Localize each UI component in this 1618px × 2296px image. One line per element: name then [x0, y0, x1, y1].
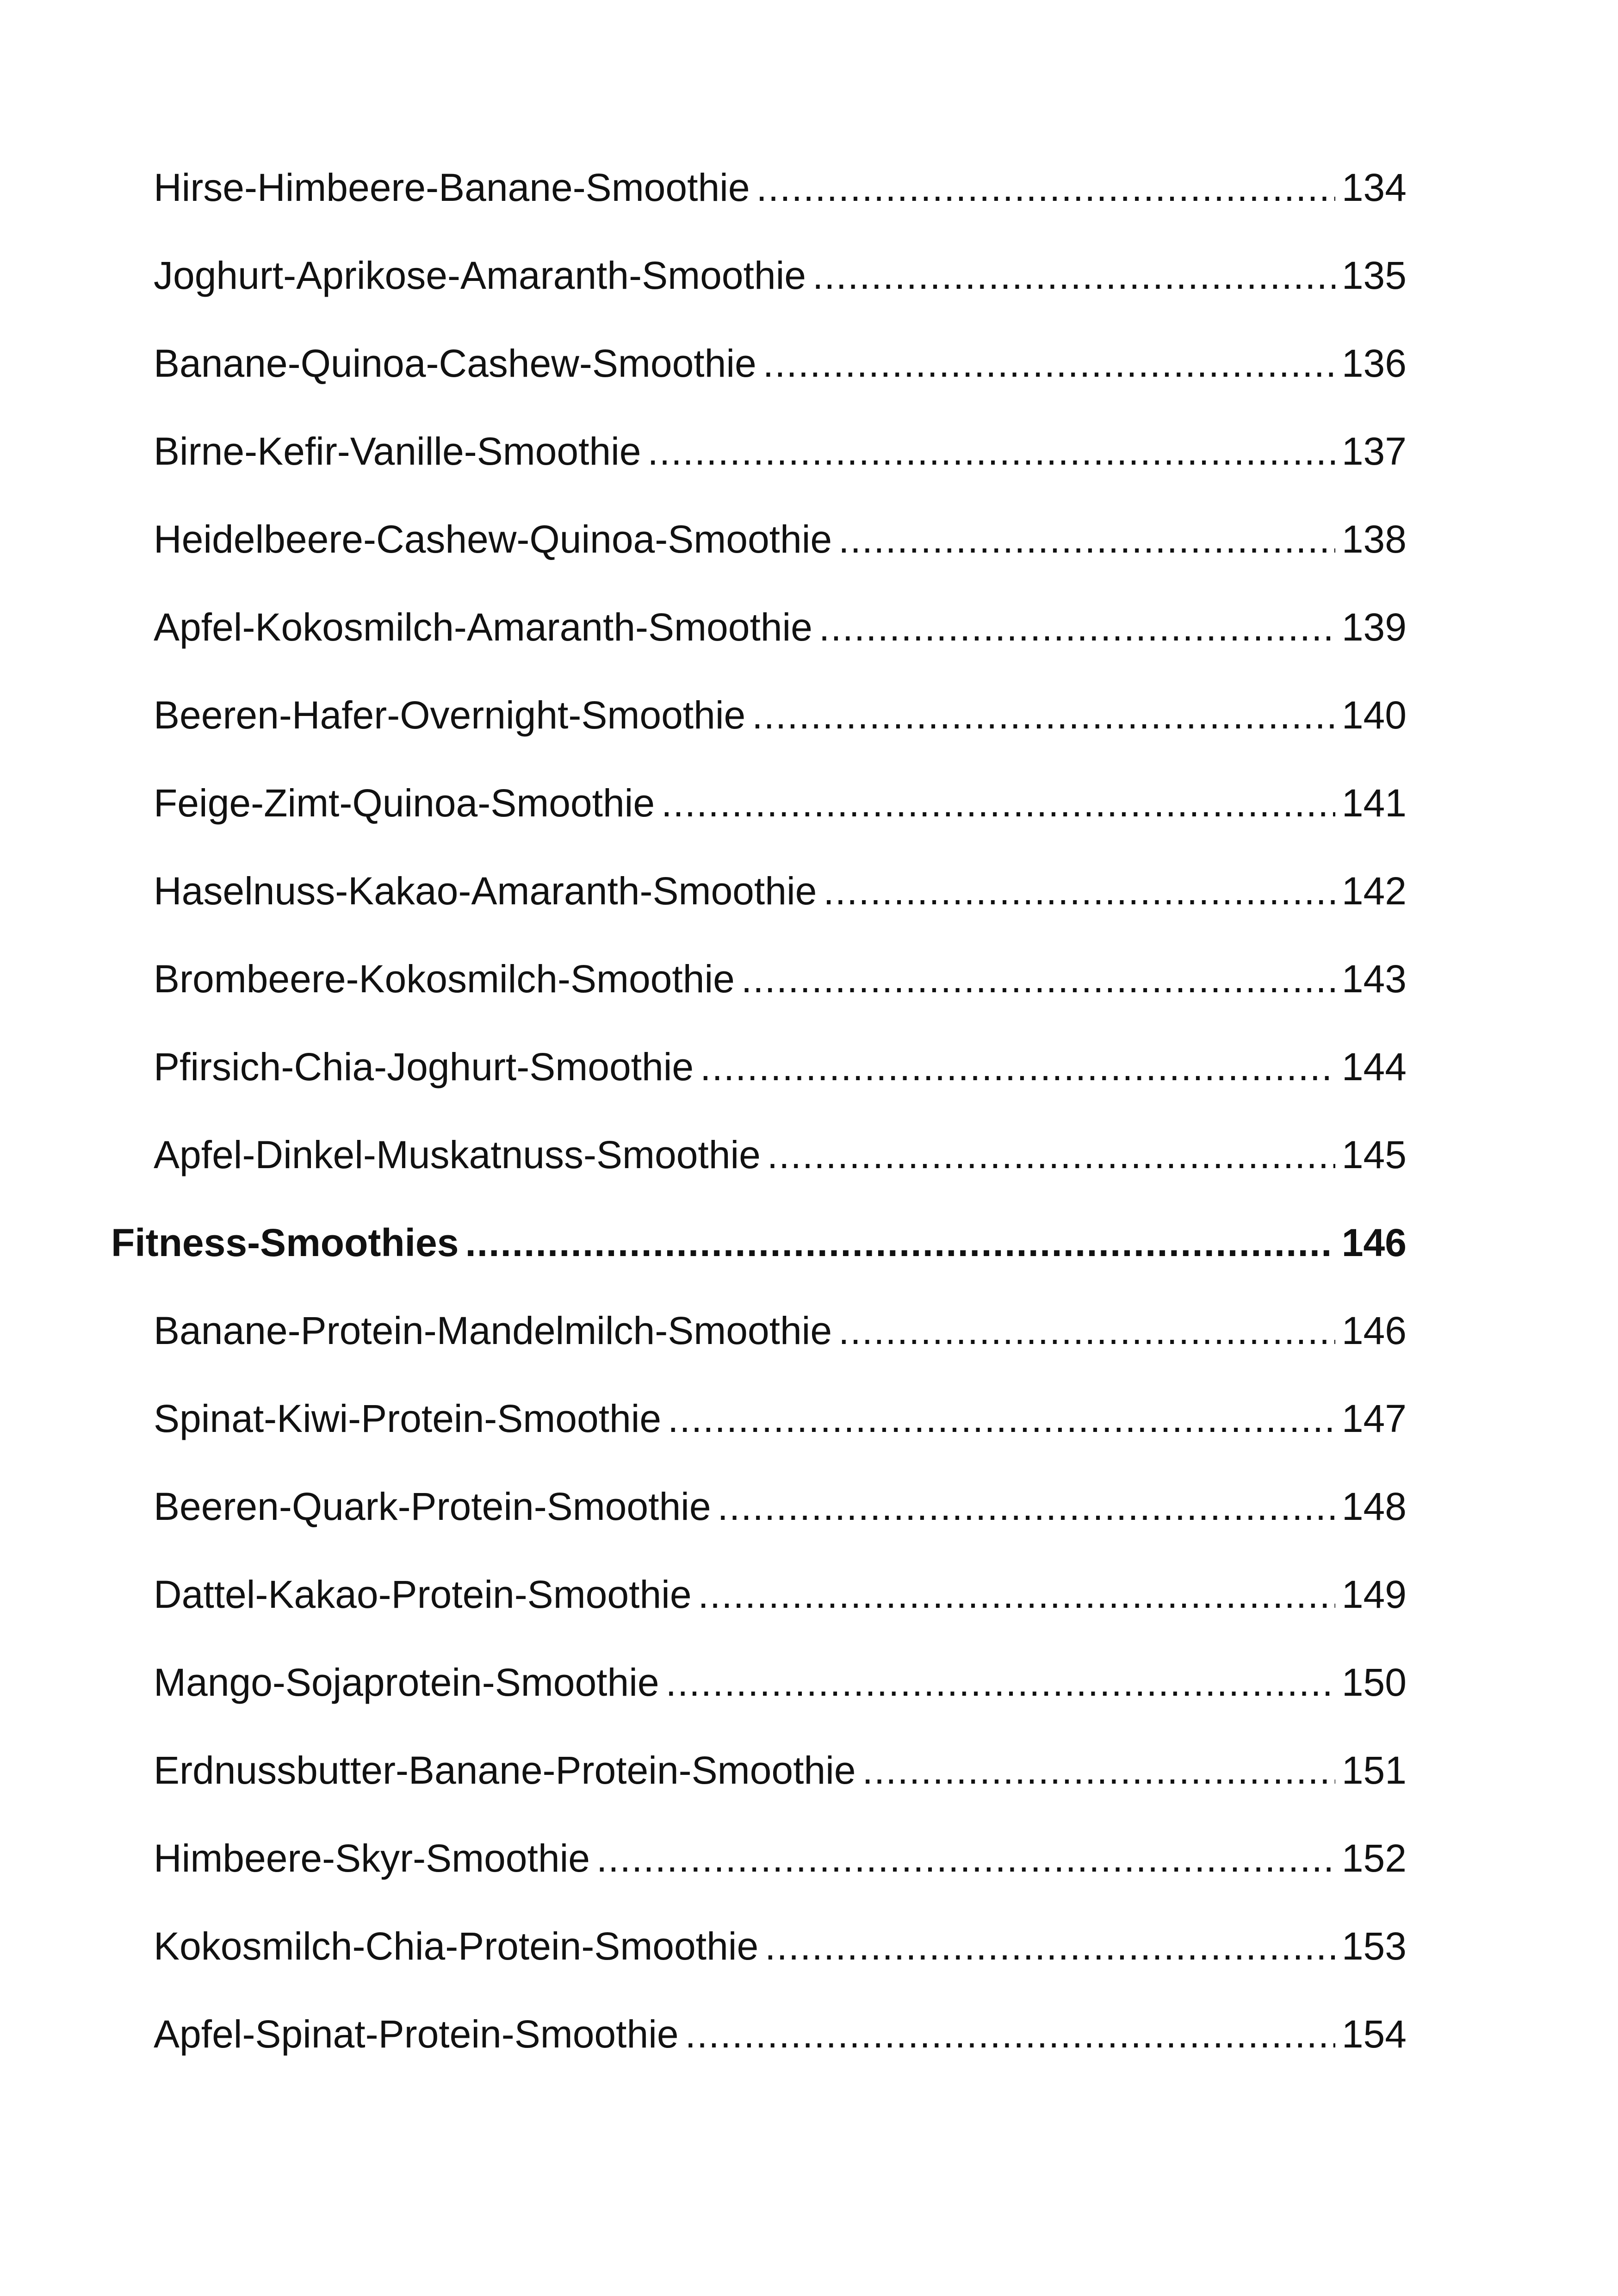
toc-page-number: 151: [1341, 1748, 1407, 1792]
toc-entry[interactable]: [111, 863, 1407, 951]
toc-entry-title: Beeren-Hafer-Overnight-Smoothie: [154, 693, 746, 737]
toc-page-number: 146: [1341, 1309, 1407, 1352]
toc-page-number: 152: [1341, 1836, 1407, 1880]
dot-leader: [465, 1215, 1335, 1270]
toc-entry[interactable]: [111, 1127, 1407, 1215]
toc-entry[interactable]: [111, 1918, 1407, 2006]
dot-leader: [823, 863, 1335, 919]
table-of-contents: [111, 160, 1407, 2094]
toc-page-number: 135: [1341, 254, 1407, 297]
toc-page-number: 150: [1341, 1661, 1407, 1704]
toc-entry[interactable]: [111, 951, 1407, 1039]
dot-leader: [661, 775, 1335, 831]
toc-entry-title: Mango-Sojaprotein-Smoothie: [154, 1661, 659, 1704]
toc-entry-title: Brombeere-Kokosmilch-Smoothie: [154, 957, 735, 1001]
toc-page-number: 139: [1341, 605, 1407, 649]
toc-entry-title: Spinat-Kiwi-Protein-Smoothie: [154, 1397, 662, 1440]
toc-entry[interactable]: [111, 511, 1407, 599]
toc-entry[interactable]: [111, 1742, 1407, 1830]
toc-entry[interactable]: [111, 775, 1407, 863]
toc-entry-title: Joghurt-Aprikose-Amaranth-Smoothie: [154, 254, 806, 297]
dot-leader: [765, 1918, 1335, 1974]
toc-entry[interactable]: [111, 336, 1407, 423]
toc-entry-title: Hirse-Himbeere-Banane-Smoothie: [154, 166, 750, 209]
toc-entry[interactable]: [111, 160, 1407, 248]
dot-leader: [698, 1567, 1335, 1622]
toc-entry-title: Feige-Zimt-Quinoa-Smoothie: [154, 781, 655, 825]
toc-page-number: 143: [1341, 957, 1407, 1001]
toc-page-number: 134: [1341, 166, 1407, 209]
dot-leader: [741, 951, 1335, 1007]
toc-entry[interactable]: [111, 599, 1407, 687]
toc-page-number: 144: [1341, 1045, 1407, 1089]
dot-leader: [752, 687, 1335, 743]
toc-entry[interactable]: [111, 2006, 1407, 2094]
toc-entry-title: Kokosmilch-Chia-Protein-Smoothie: [154, 1924, 759, 1968]
toc-page-number: 149: [1341, 1573, 1407, 1616]
dot-leader: [767, 1127, 1335, 1182]
toc-page-number: 140: [1341, 693, 1407, 737]
dot-leader: [596, 1830, 1335, 1886]
toc-entry[interactable]: [111, 687, 1407, 775]
toc-entry[interactable]: [111, 1479, 1407, 1567]
toc-page-number: 137: [1341, 429, 1407, 473]
toc-entry-title: Apfel-Spinat-Protein-Smoothie: [154, 2012, 679, 2056]
toc-entry-title: Beeren-Quark-Protein-Smoothie: [154, 1485, 711, 1528]
toc-page-number: 148: [1341, 1485, 1407, 1528]
toc-entry-title: Fitness-Smoothies: [111, 1221, 459, 1264]
dot-leader: [718, 1479, 1335, 1534]
toc-page-number: 154: [1341, 2012, 1407, 2056]
dot-leader: [685, 2006, 1335, 2062]
dot-leader: [812, 248, 1335, 303]
toc-entry[interactable]: [111, 1391, 1407, 1479]
dot-leader: [838, 511, 1335, 567]
dot-leader: [648, 423, 1335, 479]
toc-entry-title: Himbeere-Skyr-Smoothie: [154, 1836, 590, 1880]
toc-page-number: 136: [1341, 342, 1407, 385]
dot-leader: [838, 1303, 1335, 1358]
toc-entry-title: Banane-Protein-Mandelmilch-Smoothie: [154, 1309, 832, 1352]
toc-page-number: 153: [1341, 1924, 1407, 1968]
toc-page-number: 146: [1341, 1221, 1407, 1264]
toc-entry-title: Heidelbeere-Cashew-Quinoa-Smoothie: [154, 517, 832, 561]
toc-entry-title: Haselnuss-Kakao-Amaranth-Smoothie: [154, 869, 817, 913]
dot-leader: [819, 599, 1335, 655]
toc-entry-title: Erdnussbutter-Banane-Protein-Smoothie: [154, 1748, 856, 1792]
toc-page-number: 142: [1341, 869, 1407, 913]
toc-section-heading[interactable]: [111, 1215, 1407, 1303]
dot-leader: [700, 1039, 1335, 1095]
toc-entry[interactable]: [111, 1655, 1407, 1742]
toc-page-number: 138: [1341, 517, 1407, 561]
toc-entry-title: Apfel-Kokosmilch-Amaranth-Smoothie: [154, 605, 812, 649]
toc-entry[interactable]: [111, 423, 1407, 511]
toc-entry-title: Pfirsich-Chia-Joghurt-Smoothie: [154, 1045, 694, 1089]
toc-entry[interactable]: [111, 1039, 1407, 1127]
dot-leader: [668, 1391, 1335, 1446]
toc-entry-title: Dattel-Kakao-Protein-Smoothie: [154, 1573, 692, 1616]
toc-entry[interactable]: [111, 1830, 1407, 1918]
toc-entry[interactable]: [111, 1303, 1407, 1391]
dot-leader: [862, 1742, 1335, 1798]
toc-entry-title: Apfel-Dinkel-Muskatnuss-Smoothie: [154, 1133, 761, 1176]
toc-entry[interactable]: [111, 248, 1407, 336]
toc-entry-title: Banane-Quinoa-Cashew-Smoothie: [154, 342, 756, 385]
toc-entry-title: Birne-Kefir-Vanille-Smoothie: [154, 429, 641, 473]
toc-entry[interactable]: [111, 1567, 1407, 1655]
dot-leader: [763, 336, 1335, 391]
toc-page-number: 147: [1341, 1397, 1407, 1440]
dot-leader: [666, 1655, 1335, 1710]
toc-page-number: 141: [1341, 781, 1407, 825]
toc-page-number: 145: [1341, 1133, 1407, 1176]
dot-leader: [756, 160, 1335, 215]
